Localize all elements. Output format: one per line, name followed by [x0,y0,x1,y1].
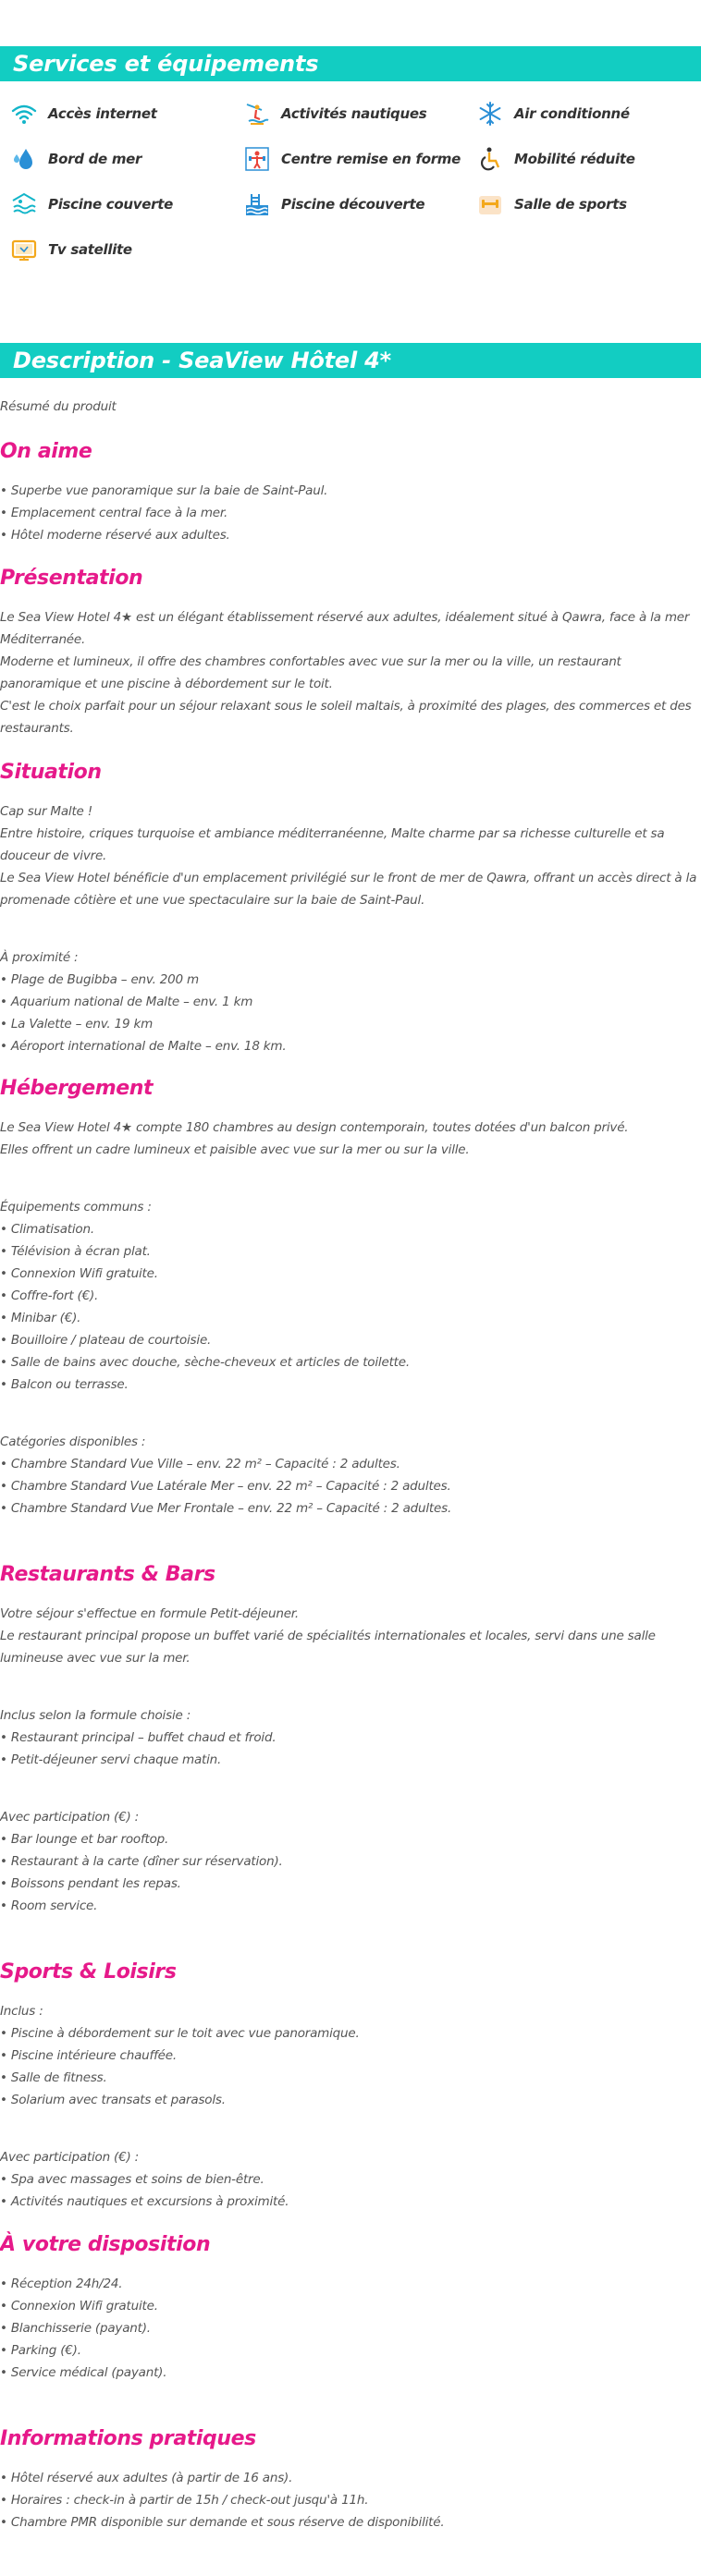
equipment-label: Mobilité réduite [514,150,635,167]
list-item: • Blanchisserie (payant). [0,2317,701,2339]
restaurants-extra-label: Avec participation (€) : [0,1810,140,1825]
equipment-item [475,181,701,226]
restaurants-heading: Restaurants & Bars [0,1563,215,1586]
list-item: • Balcon ou terrasse. [0,1373,701,1396]
list-item: • Emplacement central face à la mer. [0,502,701,524]
disposition-heading: À votre disposition [0,2233,211,2256]
sports-incl-label: Inclus : [0,2004,43,2019]
list-item: • La Valette – env. 19 km [0,1013,701,1035]
equipment-item [9,181,242,226]
equipment-item [242,181,475,226]
equipment-label: Bord de mer [48,150,142,167]
equipment-label: Tv satellite [48,240,132,258]
list-item: • Superbe vue panoramique sur la baie de Saint-Paul. [0,480,701,502]
presentation-text: Le Sea View Hotel 4★ est un élégant établissement réservé aux adultes, idéalement situé à Qawra, face à la mer Méditerranée. Moderne et lumineux, il offre des chambres confortables avec vue sur la mer ou la ville, un restaurant panoramique et une piscine à débordement sur le toit. C'est le choix parfait pour un séjour relaxant sous le soleil maltais, à proximité des plages, des commerces et des restaurants. [0,610,692,736]
equipment-item [242,136,475,181]
equipements-label: Équipements communs : [0,1200,152,1215]
list-item: • Parking (€). [0,2339,701,2362]
wifi-icon [9,99,39,128]
hebergement-text: Le Sea View Hotel 4★ compte 180 chambres au design contemporain, toutes dotées d'un balcon privé. Elles offrent un cadre lumineux et paisible avec vue sur la mer ou sur la ville. [0,1120,629,1157]
equipment-item [242,91,475,136]
indoor-pool-icon [9,189,39,219]
list-item: • Piscine intérieure chauffée. [0,2045,701,2067]
sports-extra-label: Avec participation (€) : [0,2150,140,2165]
categories-label: Catégories disponibles : [0,1435,146,1449]
snowflake-icon [475,99,505,128]
list-item: • Coffre-fort (€). [0,1285,701,1307]
equipment-label: Salle de sports [514,195,627,213]
situation-heading: Situation [0,761,102,784]
list-item: • Bouilloire / plateau de courtoisie. [0,1329,701,1351]
on-aime-heading: On aime [0,440,92,463]
wheelchair-icon [475,144,505,174]
list-item: • Connexion Wifi gratuite. [0,2295,701,2317]
list-item: • Salle de bains avec douche, sèche-cheveux et articles de toilette. [0,1351,701,1373]
presentation-heading: Présentation [0,567,143,590]
list-item: • Service médical (payant). [0,2362,701,2384]
list-item: • Bar lounge et bar rooftop. [0,1828,701,1850]
list-item: • Restaurant principal – buffet chaud et froid. [0,1727,701,1749]
list-item: • Connexion Wifi gratuite. [0,1263,701,1285]
list-item: • Réception 24h/24. [0,2273,701,2295]
list-item: • Piscine à débordement sur le toit avec vue panoramique. [0,2022,701,2045]
description-title: Description - SeaView Hôtel 4* [0,343,701,378]
list-item: • Chambre Standard Vue Ville – env. 22 m² – Capacité : 2 adultes. [0,1453,701,1475]
list-item: • Chambre Standard Vue Latérale Mer – env. 22 m² – Capacité : 2 adultes. [0,1475,701,1497]
tv-icon [9,235,39,264]
restaurants-extra-list [0,1828,701,1917]
equipment-label: Piscine couverte [48,195,173,213]
situation-text: Cap sur Malte ! Entre histoire, criques turquoise et ambiance méditerranéenne, Malte charme par sa richesse culturelle et sa douceur de vivre. Le Sea View Hotel bénéficie d'un emplacement privilégié sur le front de mer de Qawra, offrant un accès direct à la promenade côtière et une vue spectaculaire sur la baie de Saint-Paul. [0,804,697,908]
water-drop-icon [9,144,39,174]
equipment-grid [0,91,701,272]
list-item: • Hôtel réservé aux adultes (à partir de 16 ans). [0,2467,701,2489]
list-item: • Room service. [0,1895,701,1917]
list-item: • Chambre PMR disponible sur demande et sous réserve de disponibilité. [0,2511,701,2533]
on-aime-list [0,480,701,546]
equipment-label: Air conditionné [514,104,630,122]
equipment-item [475,136,701,181]
summary-label: Résumé du produit [0,399,117,414]
sports-heading: Sports & Loisirs [0,1960,177,1984]
list-item: • Horaires : check-in à partir de 15h / check-out jusqu'à 11h. [0,2489,701,2511]
equipment-item [475,91,701,136]
list-item: • Minibar (€). [0,1307,701,1329]
list-item: • Aéroport international de Malte – env. 18 km. [0,1035,701,1057]
list-item: • Spa avec massages et soins de bien-être. [0,2168,701,2191]
infos-list [0,2467,701,2533]
description-body [0,396,701,2533]
hebergement-heading: Hébergement [0,1077,154,1100]
water-sports-icon [242,99,272,128]
list-item: • Aquarium national de Malte – env. 1 km [0,991,701,1013]
list-item: • Petit-déjeuner servi chaque matin. [0,1749,701,1771]
list-item: • Salle de fitness. [0,2067,701,2089]
equipment-label: Activités nautiques [281,104,427,122]
disposition-list [0,2273,701,2384]
list-item: • Chambre Standard Vue Mer Frontale – env. 22 m² – Capacité : 2 adultes. [0,1497,701,1520]
equipment-item [9,136,242,181]
restaurants-text: Votre séjour s'effectue en formule Petit-déjeuner. Le restaurant principal propose un buffet varié de spécialités internationales et locales, servi dans une salle lumineuse avec vue sur la mer. [0,1606,656,1666]
list-item: • Activités nautiques et excursions à proximité. [0,2191,701,2213]
equipment-item [9,226,242,272]
list-item: • Boissons pendant les repas. [0,1873,701,1895]
list-item: • Télévision à écran plat. [0,1240,701,1263]
equipements-list [0,1218,701,1396]
list-item: • Hôtel moderne réservé aux adultes. [0,524,701,546]
sports-incl-list [0,2022,701,2111]
fitness-icon [242,144,272,174]
restaurants-incl-label: Inclus selon la formule choisie : [0,1708,191,1723]
equipment-label: Centre remise en forme [281,150,461,167]
gym-icon [475,189,505,219]
equipment-label: Accès internet [48,104,157,122]
categories-list [0,1453,701,1520]
equipment-item [9,91,242,136]
list-item: • Climatisation. [0,1218,701,1240]
services-title: Services et équipements [0,46,701,81]
list-item: • Restaurant à la carte (dîner sur réservation). [0,1850,701,1873]
nearby-label: À proximité : [0,950,79,965]
outdoor-pool-icon [242,189,272,219]
infos-heading: Informations pratiques [0,2427,256,2450]
restaurants-incl-list [0,1727,701,1771]
list-item: • Plage de Bugibba – env. 200 m [0,969,701,991]
equipment-label: Piscine découverte [281,195,425,213]
list-item: • Solarium avec transats et parasols. [0,2089,701,2111]
nearby-list [0,969,701,1057]
sports-extra-list [0,2168,701,2213]
